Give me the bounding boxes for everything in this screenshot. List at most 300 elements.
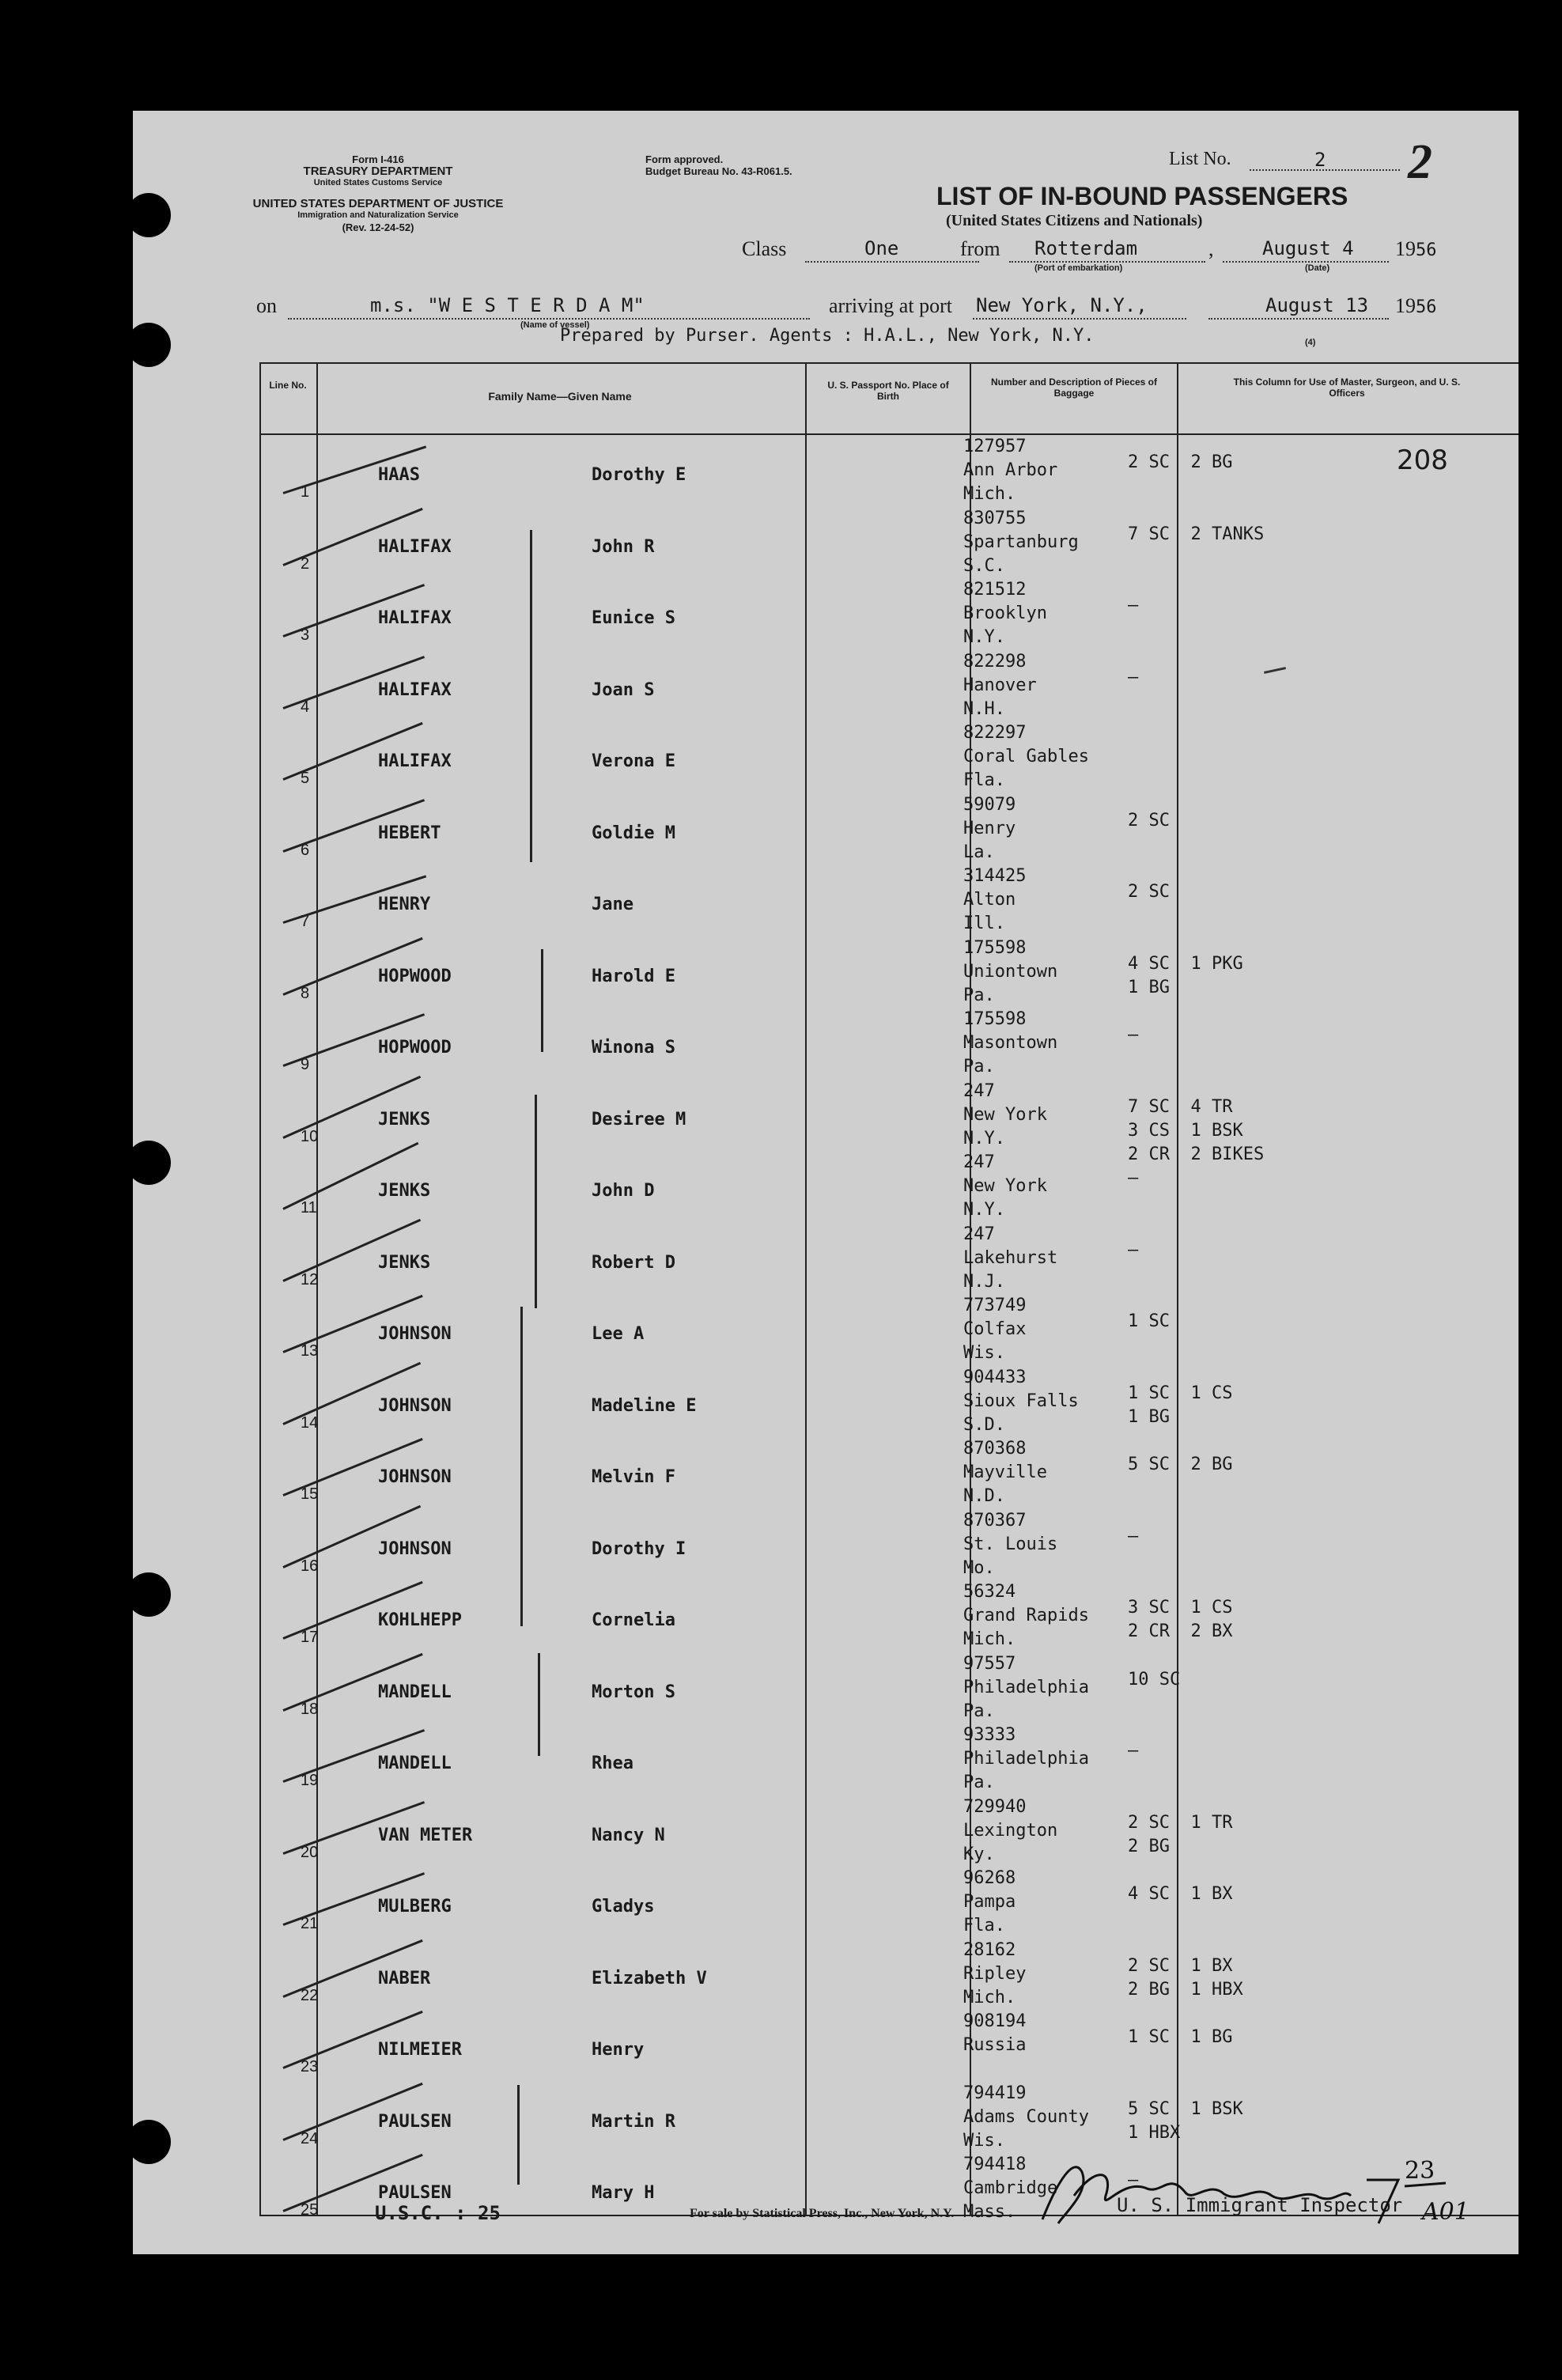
treasury-line: TREASURY DEPARTMENT — [303, 165, 453, 178]
birthplace-line: Mich. — [963, 1987, 1016, 2007]
family-brace — [538, 1653, 540, 1756]
baggage — [1128, 2098, 1243, 2145]
budget-line: Budget Bureau No. 43-R061.5. — [645, 165, 792, 177]
birthplace-line: Hanover — [963, 675, 1037, 695]
passport-number: 870368 — [963, 1439, 1027, 1459]
birthplace-line: Wis. — [963, 2130, 1005, 2151]
vessel-name: m.s. "W E S T E R D A M" — [370, 294, 645, 316]
line-number: 22 — [301, 1986, 319, 2004]
line-number: 21 — [301, 1915, 319, 1932]
baggage — [1128, 952, 1243, 1000]
class-label: Class — [742, 237, 787, 260]
depart-date: August 4 — [1262, 237, 1354, 259]
passport-number: 97557 — [963, 1653, 1016, 1674]
baggage-line: 7 SC 4 TR — [1128, 1096, 1233, 1117]
family-name: HALIFAX — [378, 536, 452, 557]
birthplace-line: Lexington — [963, 1820, 1058, 1841]
birthplace-line: S.D. — [963, 1414, 1005, 1435]
baggage-line: 2 BG 1 HBX — [1128, 1979, 1243, 2000]
passport-number: 175598 — [963, 937, 1027, 958]
baggage — [1128, 594, 1138, 618]
prepared-by: Prepared by Purser. Agents : H.A.L., New York, N.Y. — [560, 326, 1095, 346]
birthplace-line: Mich. — [963, 484, 1016, 504]
baggage — [1128, 1453, 1232, 1477]
birthplace-line: Uniontown — [963, 961, 1058, 982]
arrive-year-prefix: 19 — [1395, 294, 1416, 317]
baggage — [1128, 1525, 1138, 1549]
birthplace-line: Adams County — [963, 2106, 1089, 2127]
baggage — [1128, 1954, 1243, 2002]
given-name: Goldie M — [592, 823, 675, 843]
table-row — [259, 1939, 1519, 2010]
birthplace-line: Fla. — [963, 1916, 1005, 1935]
approved-line: Form approved. — [645, 153, 724, 165]
birthplace-line: Mo. — [963, 1557, 995, 1578]
passport-number: 96268 — [963, 1868, 1016, 1888]
birthplace-line: S.C. — [963, 555, 1005, 576]
birthplace-line: New York — [963, 1104, 1047, 1125]
passport-number: 822297 — [963, 723, 1027, 743]
birthplace-line: Philadelphia — [963, 1749, 1089, 1769]
inspector-title: U. S. Immigrant Inspector — [1117, 2194, 1403, 2216]
footnote-4: (4) — [1305, 338, 1316, 347]
birthplace-line: Pa. — [963, 985, 995, 1005]
line-number: 18 — [301, 1700, 319, 1718]
birthplace-line: Coral Gables — [963, 747, 1089, 766]
family-name: HALIFAX — [378, 751, 452, 771]
passport-birthplace — [963, 2082, 1089, 2153]
officer-note: 208 — [1397, 445, 1448, 476]
baggage-line: — — [1128, 667, 1139, 687]
table-row — [259, 1437, 1519, 1508]
baggage — [1128, 1811, 1232, 1859]
family-brace — [530, 530, 532, 862]
from-port: Rotterdam — [1034, 237, 1138, 259]
family-name: HEBERT — [378, 823, 441, 843]
table-row — [259, 507, 1519, 578]
passport-number: 175598 — [963, 1009, 1027, 1029]
given-name: Dorothy I — [592, 1538, 686, 1559]
birthplace-line: Mass. — [963, 2202, 1016, 2222]
given-name: Cornelia — [592, 1610, 675, 1630]
baggage-line: 5 SC 2 BG — [1128, 1455, 1233, 1474]
column-name: Family Name—Given Name — [488, 390, 632, 403]
baggage-line: — — [1128, 596, 1139, 615]
family-name: JOHNSON — [378, 1324, 452, 1344]
line-number: 9 — [301, 1056, 310, 1073]
given-name: Verona E — [592, 751, 675, 771]
given-name: Dorothy E — [592, 465, 686, 485]
year-prefix: 19 — [1395, 237, 1416, 260]
birthplace-line: N.D. — [963, 1486, 1005, 1506]
passport-birthplace — [963, 1652, 1089, 1724]
birthplace-line: Ky. — [963, 1844, 995, 1864]
passport-number: 93333 — [963, 1725, 1016, 1745]
given-name: Elizabeth V — [592, 1968, 707, 1988]
baggage — [1128, 1382, 1232, 1429]
table-row — [259, 721, 1519, 793]
port-caption: (Port of embarkation) — [1034, 263, 1123, 273]
line-number: 12 — [301, 1270, 319, 1288]
baggage-line: 1 BG — [1128, 977, 1170, 997]
given-name: Lee A — [592, 1324, 645, 1344]
passport-birthplace — [963, 435, 1057, 506]
birthplace-line: Pa. — [963, 1701, 995, 1721]
given-name: Mary H — [592, 2183, 655, 2203]
birthplace-line: N.J. — [963, 1271, 1005, 1292]
given-name: Rhea — [592, 1754, 633, 1773]
family-brace — [520, 1307, 523, 1626]
given-name: Harold E — [592, 966, 675, 986]
passport-birthplace — [963, 1509, 1057, 1580]
baggage-line: — — [1128, 1025, 1139, 1045]
justice-block — [244, 198, 512, 233]
line-number: 16 — [301, 1557, 319, 1575]
baggage-line: 5 SC 1 BSK — [1128, 2098, 1243, 2119]
family-name: HOPWOOD — [378, 966, 452, 986]
passport-number: 794419 — [963, 2083, 1027, 2103]
birthplace-line: Lakehurst — [963, 1247, 1058, 1268]
passport-number: 28162 — [963, 1939, 1016, 1960]
birthplace-line: Masontown — [963, 1033, 1058, 1053]
baggage-line: 1 BG — [1128, 1406, 1170, 1427]
given-name: Desiree M — [592, 1109, 686, 1129]
family-name: HENRY — [378, 895, 431, 914]
baggage-line: 2 SC 1 BX — [1128, 1955, 1233, 1976]
passport-number: 247 — [963, 1152, 995, 1172]
birthplace-line: Russia — [963, 2035, 1027, 2055]
depart-year: 56 — [1416, 240, 1437, 260]
arriving-label: arriving at port — [829, 294, 952, 317]
list-number-handwritten: 2 — [1408, 135, 1432, 189]
birthplace-line: Ripley — [963, 1963, 1027, 1984]
line-number: 25 — [301, 2201, 319, 2219]
given-name: Winona S — [592, 1038, 675, 1058]
baggage-line: 2 BG — [1128, 1836, 1170, 1856]
family-name: HALIFAX — [378, 608, 452, 628]
birthplace-line: Brooklyn — [963, 604, 1047, 623]
line-number: 23 — [301, 2058, 319, 2075]
line-number: 11 — [301, 1199, 317, 1216]
passport-number: 822298 — [963, 651, 1027, 672]
birthplace-line: N.Y. — [963, 627, 1005, 647]
table-row — [259, 1223, 1519, 1294]
family-name: JOHNSON — [378, 1538, 452, 1559]
table-row — [259, 1795, 1519, 1867]
passport-number: 821512 — [963, 580, 1027, 600]
line-number: 8 — [301, 984, 310, 1002]
baggage-line: 2 SC 1 TR — [1128, 1812, 1233, 1833]
family-name: JENKS — [378, 1109, 431, 1129]
passport-birthplace — [963, 1580, 1089, 1652]
table-row — [259, 1652, 1519, 1724]
passport-birthplace — [963, 1366, 1079, 1437]
passport-number: 729940 — [963, 1796, 1027, 1817]
passport-birthplace — [963, 1437, 1047, 1508]
family-name: HAAS — [378, 465, 420, 485]
passport-number: 794418 — [963, 2155, 1027, 2174]
passport-number: 127957 — [963, 437, 1027, 456]
column-line-no: Line No. — [269, 380, 307, 391]
passport-birthplace — [963, 865, 1026, 936]
line-number: 5 — [301, 770, 310, 787]
passport-birthplace — [963, 1867, 1015, 1938]
table-row — [259, 793, 1519, 865]
passport-number: 59079 — [963, 794, 1016, 815]
birthplace-line: Sioux Falls — [963, 1391, 1079, 1411]
birthplace-line: Henry — [963, 818, 1016, 838]
passport-birthplace — [963, 1939, 1026, 2010]
baggage — [1128, 1167, 1138, 1190]
baggage-line: 1 SC 1 BG — [1128, 2027, 1233, 2047]
family-name: JENKS — [378, 1181, 431, 1201]
justice-line: UNITED STATES DEPARTMENT OF JUSTICE — [252, 197, 504, 210]
svg-text:A01: A01 — [1422, 2198, 1469, 2226]
family-name: KOHLHEPP — [378, 1610, 462, 1630]
birthplace-line: Ill. — [963, 914, 1005, 933]
family-brace — [535, 1095, 537, 1308]
family-name: HALIFAX — [378, 679, 452, 700]
family-name: PAULSEN — [378, 2111, 452, 2132]
given-name: Nancy N — [592, 1825, 665, 1845]
family-name: MANDELL — [378, 1754, 452, 1773]
binder-hole — [133, 1572, 171, 1617]
table-row — [259, 2010, 1519, 2081]
passport-birthplace — [963, 650, 1037, 721]
baggage — [1128, 2026, 1232, 2049]
family-name: MULBERG — [378, 1897, 452, 1916]
birthplace-line: Mich. — [963, 1629, 1016, 1649]
line-number: 7 — [301, 913, 310, 930]
baggage-line: 4 SC 1 BX — [1128, 1884, 1233, 1904]
given-name: Joan S — [592, 679, 655, 700]
ins-line: Immigration and Naturalization Service — [297, 210, 459, 220]
birthplace-line: Pa. — [963, 1057, 995, 1076]
table-row — [259, 435, 1519, 506]
birthplace-line: St. Louis — [963, 1534, 1058, 1554]
table-row — [259, 2082, 1519, 2153]
birthplace-line: La. — [963, 842, 995, 862]
customs-line: United States Customs Service — [313, 178, 443, 187]
passport-birthplace — [963, 2010, 1026, 2057]
line-number: 14 — [301, 1413, 319, 1432]
table-row — [259, 650, 1519, 721]
arrive-date-line — [1208, 318, 1389, 320]
class-value: One — [864, 237, 899, 259]
arrive-year: 56 — [1416, 297, 1437, 317]
birthplace-line: Cambridge — [963, 2178, 1058, 2198]
arrive-port-line — [973, 318, 1186, 320]
baggage — [1128, 666, 1138, 690]
birthplace-line: Philadelphia — [963, 1677, 1089, 1697]
baggage — [1128, 809, 1170, 833]
date-caption: (Date) — [1305, 263, 1330, 273]
baggage — [1128, 1596, 1232, 1644]
given-name: Jane — [592, 895, 633, 914]
arrive-date: August 13 — [1265, 294, 1369, 316]
baggage-line: 3 CS 1 BSK — [1128, 1120, 1243, 1141]
column-officers: This Column for Use of Master, Surgeon, and U. S. Officers — [1233, 376, 1461, 399]
form-identification — [259, 153, 497, 189]
birthplace-line: Mayville — [963, 1462, 1047, 1482]
inspector-signature — [1027, 2148, 1493, 2235]
table-row — [259, 578, 1519, 649]
line-number: 20 — [301, 1843, 319, 1861]
line-number: 2 — [301, 554, 310, 573]
given-name: John D — [592, 1181, 655, 1201]
given-name: Henry — [592, 2040, 645, 2060]
birthplace-line: Pa. — [963, 1773, 995, 1792]
passport-birthplace — [963, 1724, 1089, 1795]
passport-birthplace — [963, 578, 1047, 649]
passport-number: 773749 — [963, 1296, 1027, 1315]
line-number: 15 — [301, 1485, 319, 1503]
birthplace-line: Spartanburg — [963, 532, 1079, 552]
birthplace-line: N.Y. — [963, 1200, 1005, 1220]
table-row — [259, 1867, 1519, 1938]
baggage — [1128, 1739, 1138, 1763]
passport-birthplace — [963, 936, 1057, 1008]
given-name: Robert D — [592, 1252, 675, 1273]
baggage — [1128, 1024, 1138, 1047]
family-name: NILMEIER — [378, 2040, 462, 2060]
family-brace — [517, 2085, 520, 2185]
family-name: NABER — [378, 1968, 431, 1988]
baggage-line: 2 SC — [1128, 810, 1170, 831]
passport-number: 830755 — [963, 508, 1027, 528]
baggage-line: 2 SC — [1128, 882, 1170, 902]
list-number: 2 — [1314, 149, 1326, 171]
family-name: HOPWOOD — [378, 1038, 452, 1058]
page-title: LIST OF IN-BOUND PASSENGERS — [936, 182, 1348, 210]
table-row — [259, 1366, 1519, 1437]
vessel-caption: (Name of vessel) — [520, 320, 590, 330]
passport-birthplace — [963, 1795, 1057, 1867]
comma: , — [1208, 237, 1214, 260]
line-number: 10 — [301, 1127, 319, 1145]
passport-birthplace — [963, 507, 1079, 578]
baggage-line: 10 SC — [1128, 1669, 1181, 1689]
passport-birthplace — [963, 1008, 1057, 1079]
birthplace-line: Alton — [963, 890, 1016, 910]
table-row — [259, 1008, 1519, 1079]
page-subtitle: (United States Citizens and Nationals) — [946, 212, 1203, 229]
baggage — [1128, 1239, 1138, 1262]
line-number: 24 — [301, 2129, 319, 2147]
family-name: MANDELL — [378, 1682, 452, 1702]
given-name: Martin R — [592, 2111, 675, 2132]
baggage — [1128, 523, 1264, 547]
table-row — [259, 1294, 1519, 1365]
binder-hole — [133, 1141, 171, 1185]
on-label: on — [256, 294, 277, 317]
given-name: John R — [592, 536, 655, 557]
family-name: VAN METER — [378, 1825, 473, 1845]
given-name: Gladys — [592, 1897, 655, 1916]
column-passport: U. S. Passport No. Place of Birth — [827, 380, 949, 402]
passport-number: 870367 — [963, 1510, 1027, 1531]
passport-birthplace — [963, 1080, 1047, 1151]
approval-block — [645, 153, 792, 177]
baggage-line: 2 CR 2 BIKES — [1128, 1144, 1265, 1164]
usc-count: U.S.C. : 25 — [375, 2202, 501, 2224]
baggage-line: 2 SC 2 BG — [1128, 452, 1233, 472]
passport-number: 908194 — [963, 2011, 1027, 2031]
family-name: JENKS — [378, 1252, 431, 1273]
baggage-line: — — [1128, 1239, 1139, 1260]
line-number: 3 — [301, 626, 310, 644]
baggage — [1128, 1310, 1170, 1334]
passport-birthplace — [963, 721, 1089, 793]
baggage — [1128, 451, 1232, 475]
family-name: JOHNSON — [378, 1467, 452, 1487]
table-row — [259, 1080, 1519, 1164]
birthplace-line: N.Y. — [963, 1128, 1005, 1148]
family-brace — [541, 949, 543, 1052]
binder-hole — [133, 193, 171, 237]
printer-line: For sale by Statistical Press, Inc., New York, N.Y. — [690, 2207, 955, 2220]
given-name: Eunice S — [592, 608, 675, 628]
passport-birthplace — [963, 1223, 1057, 1294]
baggage-line: 2 CR 2 BX — [1128, 1621, 1233, 1641]
line-number: 13 — [301, 1342, 319, 1360]
line-number: 19 — [301, 1772, 319, 1789]
svg-text:23: 23 — [1405, 2157, 1435, 2185]
baggage-line: 1 SC — [1128, 1311, 1170, 1331]
baggage — [1128, 1882, 1232, 1906]
table-row — [259, 1580, 1519, 1652]
class-line — [805, 261, 979, 263]
passport-number: 56324 — [963, 1582, 1016, 1602]
form-number: Form I-416 — [352, 153, 404, 165]
birthplace-line: New York — [963, 1176, 1047, 1196]
given-name: Melvin F — [592, 1467, 675, 1487]
column-baggage: Number and Description of Pieces of Baggage — [990, 376, 1158, 399]
passport-birthplace — [963, 1151, 1047, 1222]
table-row — [259, 936, 1519, 1008]
family-name: PAULSEN — [378, 2183, 452, 2203]
family-name: JOHNSON — [378, 1395, 452, 1416]
line-number: 1 — [301, 483, 310, 501]
baggage-line: 3 SC 1 CS — [1128, 1598, 1233, 1618]
passport-number: 904433 — [963, 1367, 1027, 1387]
baggage-line: — — [1128, 2170, 1139, 2190]
from-label: from — [960, 237, 1000, 260]
manifest-page — [133, 111, 1519, 2254]
birthplace-line: Ann Arbor — [963, 460, 1058, 480]
birthplace-line: Colfax — [963, 1319, 1027, 1339]
given-name: Madeline E — [592, 1395, 697, 1416]
revision-line: (Rev. 12-24-52) — [342, 221, 414, 233]
passport-number: 314425 — [963, 866, 1027, 886]
passport-number: 247 — [963, 1080, 995, 1101]
passport-number: 247 — [963, 1224, 995, 1244]
birthplace-line: Pampa — [963, 1892, 1016, 1912]
baggage-line: — — [1128, 1741, 1139, 1761]
birthplace-line: Fla. — [963, 770, 1005, 790]
binder-hole — [133, 323, 171, 367]
table-row — [259, 1509, 1519, 1580]
line-number: 6 — [301, 841, 310, 859]
baggage-line: 1 HBX — [1128, 2122, 1181, 2143]
baggage-line: 1 SC 1 CS — [1128, 1383, 1233, 1403]
list-number-label: List No. — [1169, 149, 1231, 169]
baggage-line: 7 SC 2 TANKS — [1128, 524, 1265, 544]
baggage — [1128, 1668, 1180, 1692]
baggage-line: — — [1128, 1168, 1139, 1188]
birthplace-line: N.H. — [963, 698, 1005, 719]
given-name: Morton S — [592, 1682, 675, 1702]
